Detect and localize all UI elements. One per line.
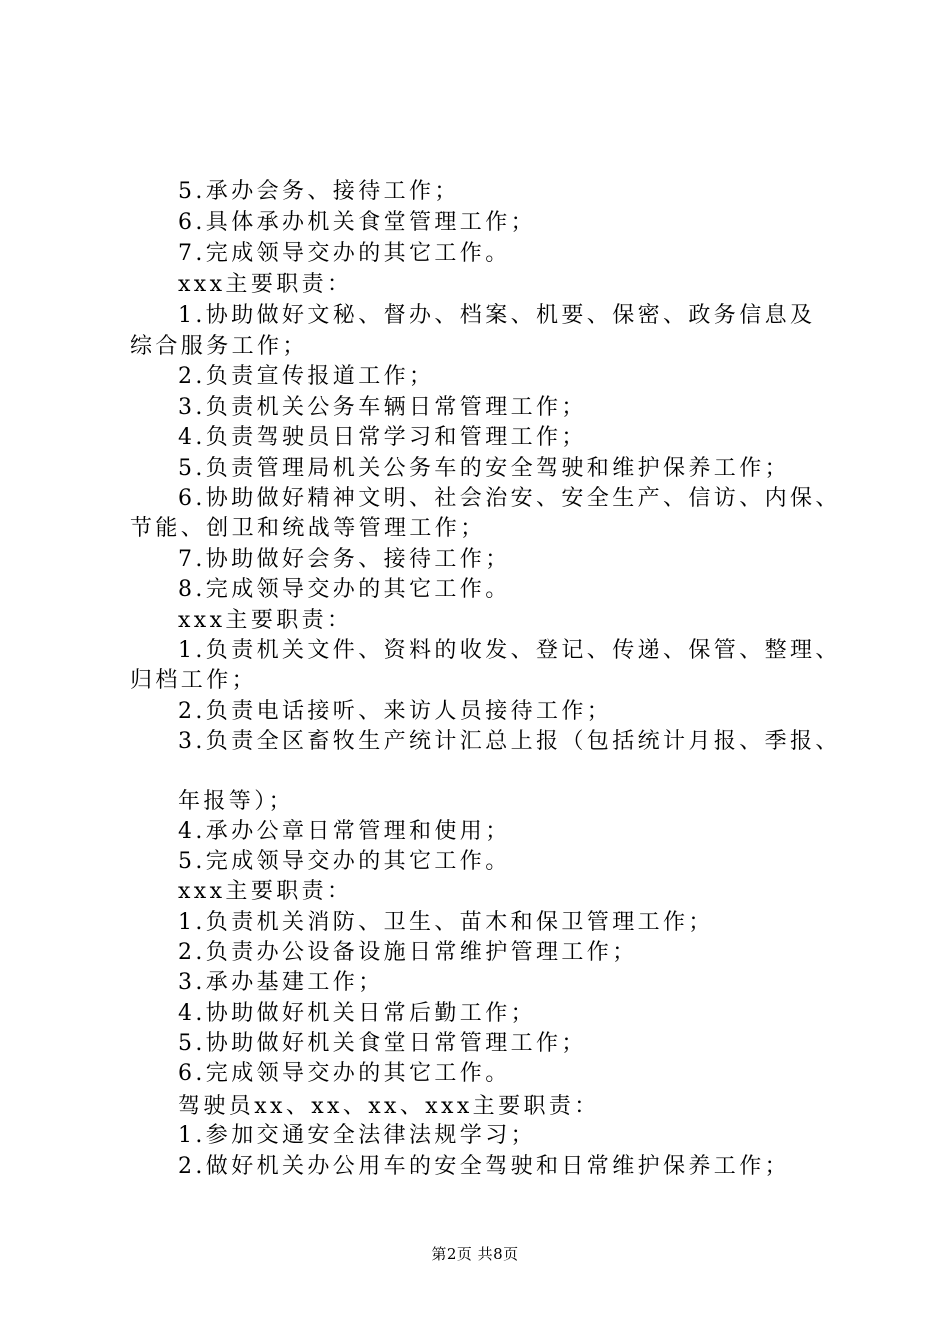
text-line: 2.做好机关办公用车的安全驾驶和日常维护保养工作；: [178, 1154, 790, 1179]
text-line: 1.协助做好文秘、督办、档案、机要、保密、政务信息及: [178, 303, 816, 328]
text-line: 归档工作；: [130, 668, 258, 693]
text-line: 4.承办公章日常管理和使用；: [178, 819, 511, 844]
text-line: 1.负责机关文件、资料的收发、登记、传递、保管、整理、: [178, 638, 841, 663]
text-line: 7.完成领导交办的其它工作。: [178, 241, 511, 266]
text-line: 4.协助做好机关日常后勤工作；: [178, 1001, 536, 1026]
text-line: 6.协助做好精神文明、社会治安、安全生产、信访、内保、: [178, 486, 841, 511]
text-line: 年报等）；: [178, 789, 295, 814]
text-line: 8.完成领导交办的其它工作。: [178, 577, 511, 602]
text-line: 2.负责宣传报道工作；: [178, 364, 435, 389]
text-line: 2.负责办公设备设施日常维护管理工作；: [178, 940, 638, 965]
section-heading: xxx主要职责：: [178, 608, 353, 633]
text-line: 3.承办基建工作；: [178, 970, 384, 995]
text-line: 4.负责驾驶员日常学习和管理工作；: [178, 425, 587, 450]
text-line: 5.协助做好机关食堂日常管理工作；: [178, 1031, 587, 1056]
section-heading: xxx主要职责：: [178, 272, 353, 297]
text-line: 6.具体承办机关食堂管理工作；: [178, 210, 536, 235]
page-footer: 第2页 共8页: [431, 1245, 519, 1263]
text-line: 7.协助做好会务、接待工作；: [178, 547, 511, 572]
text-line: 综合服务工作；: [130, 334, 308, 359]
section-heading: 驾驶员xx、xx、xx、xxx主要职责：: [178, 1094, 600, 1119]
text-line: 3.负责全区畜牧生产统计汇总上报（包括统计月报、季报、: [178, 729, 841, 754]
section-heading: xxx主要职责：: [178, 879, 353, 904]
text-line: 2.负责电话接听、来访人员接待工作；: [178, 699, 613, 724]
text-line: 节能、创卫和统战等管理工作；: [130, 516, 486, 541]
text-line: 6.完成领导交办的其它工作。: [178, 1061, 511, 1086]
text-line: 1.参加交通安全法律法规学习；: [178, 1123, 536, 1148]
text-line: 5.承办会务、接待工作；: [178, 179, 460, 204]
text-line: 3.负责机关公务车辆日常管理工作；: [178, 395, 587, 420]
text-line: 5.完成领导交办的其它工作。: [178, 849, 511, 874]
text-line: 1.负责机关消防、卫生、苗木和保卫管理工作；: [178, 910, 714, 935]
text-line: 5.负责管理局机关公务车的安全驾驶和维护保养工作；: [178, 456, 790, 481]
